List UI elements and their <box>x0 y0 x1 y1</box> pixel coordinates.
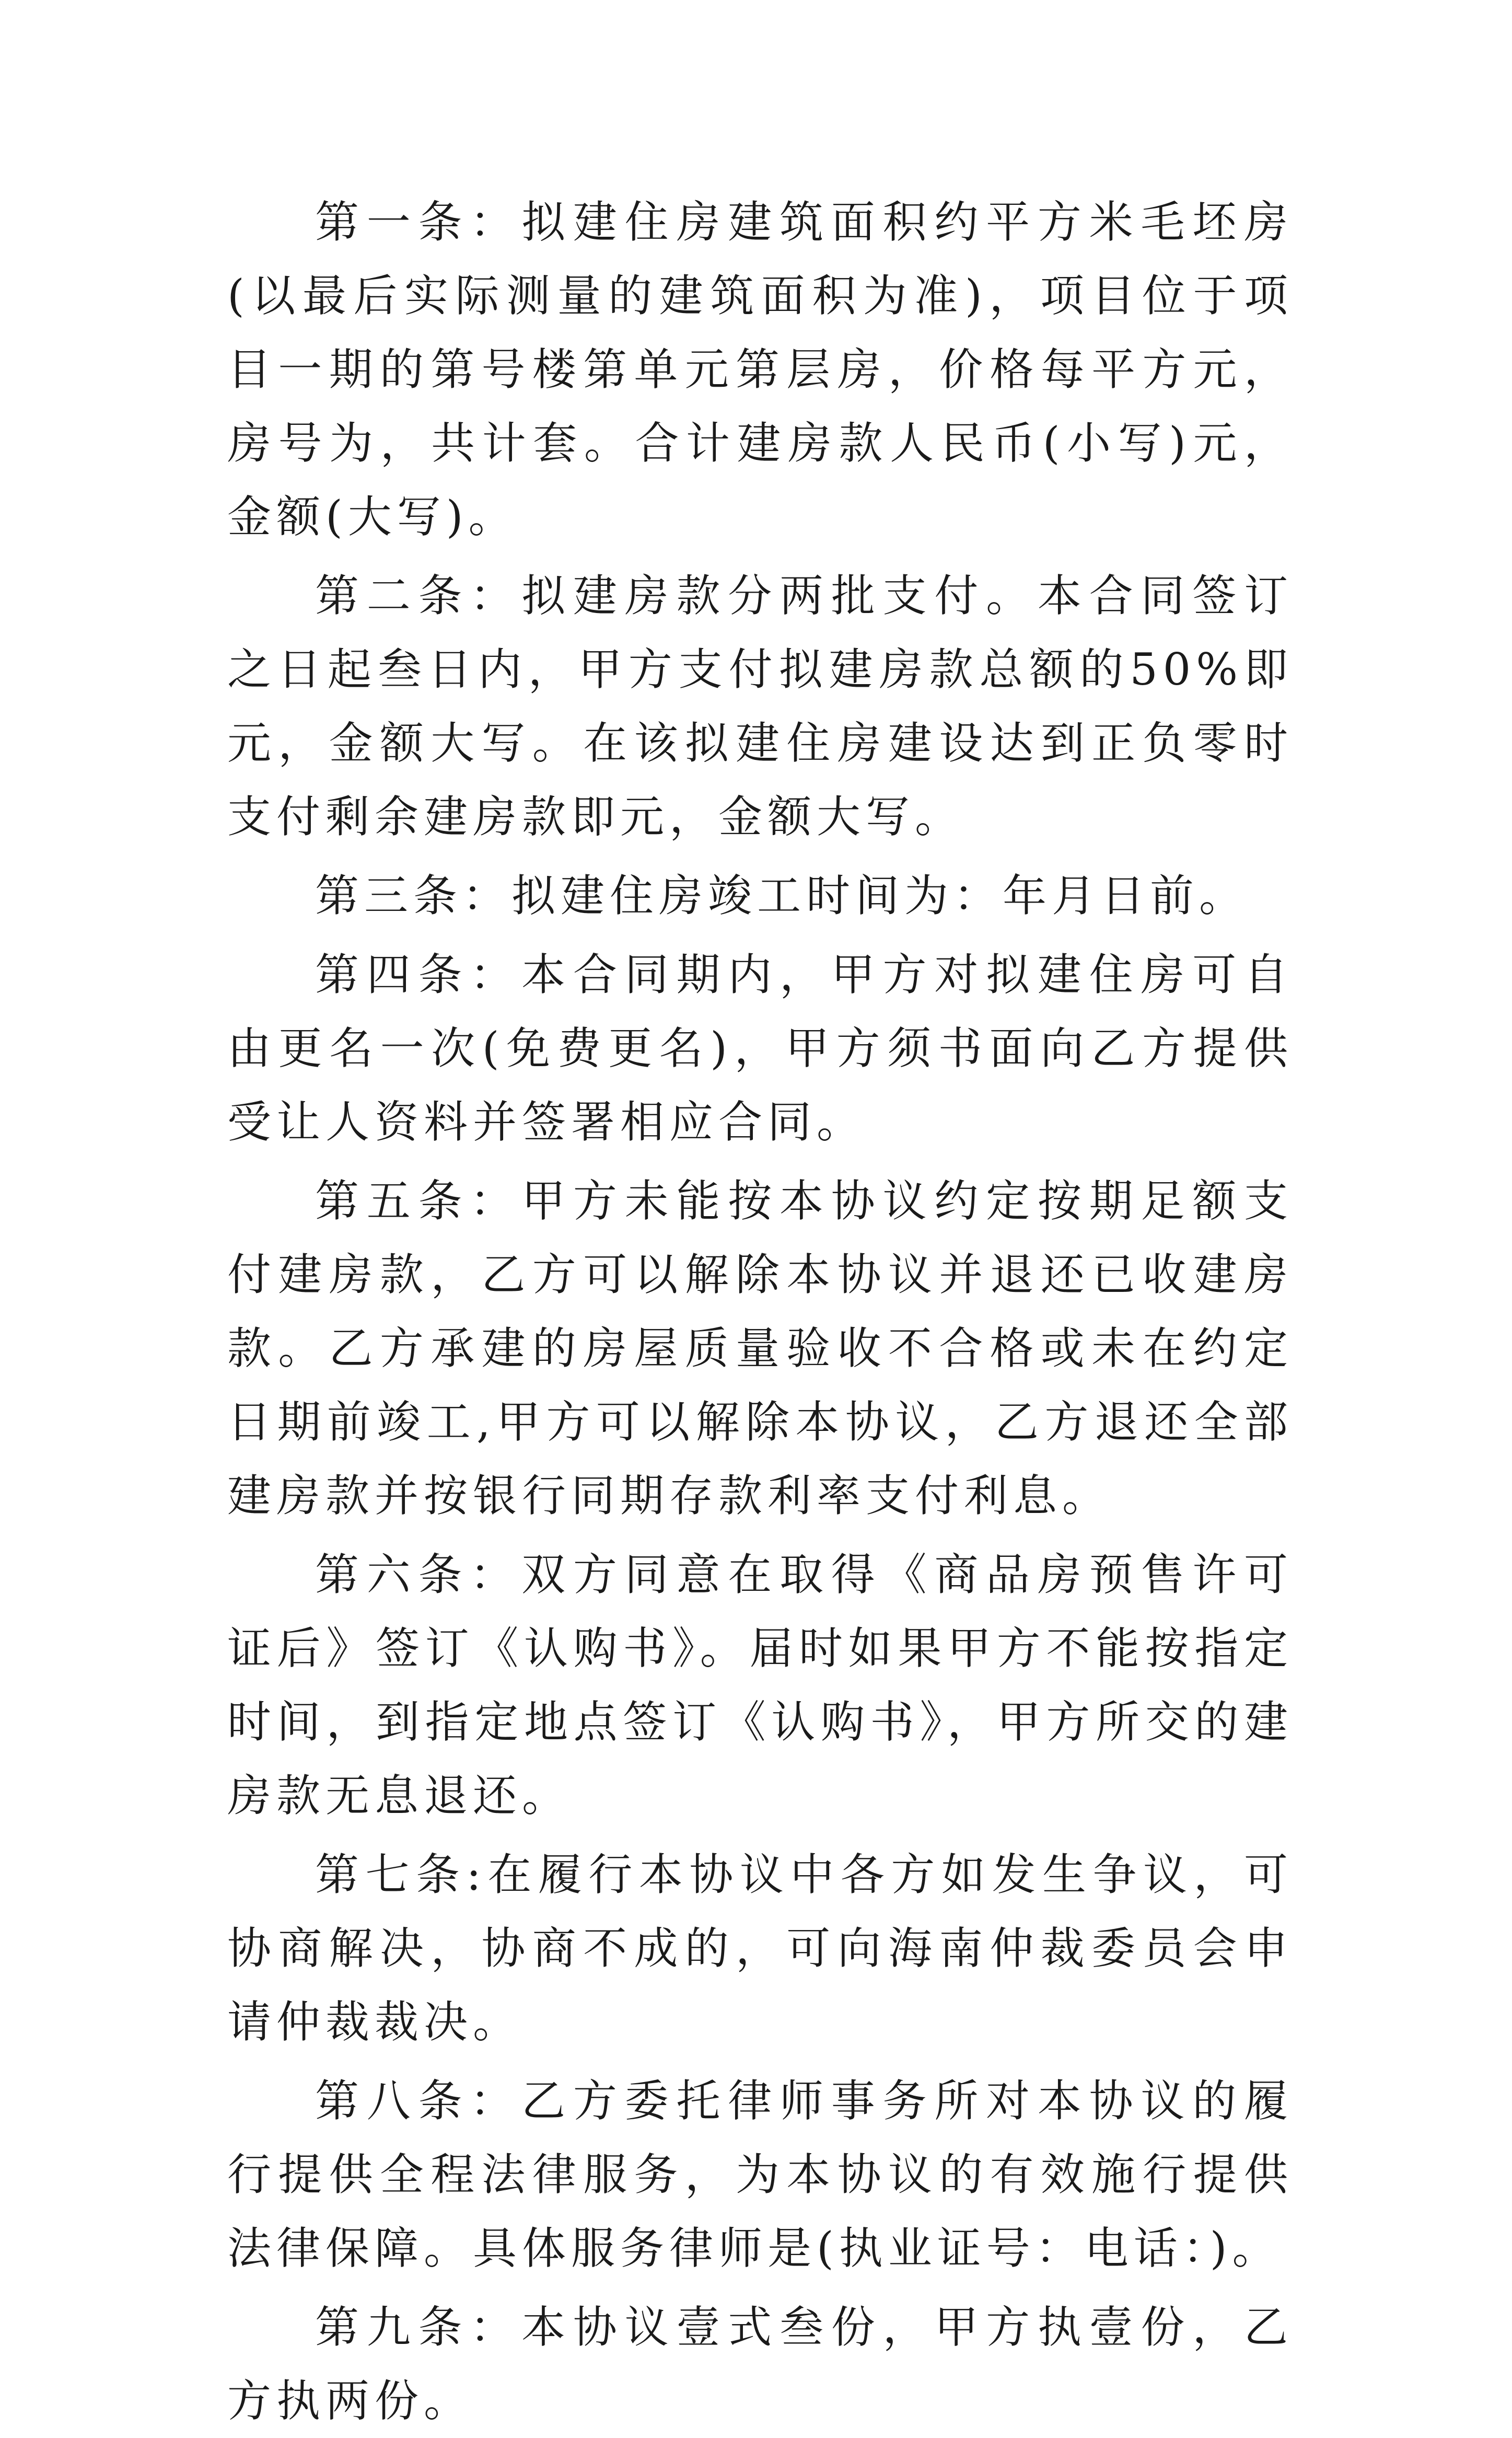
clause-1: 第一条：拟建住房建筑面积约平方米毛坯房(以最后实际测量的建筑面积为准)，项目位于项目一期的第号楼第单元第层房，价格每平方元，房号为，共计套。合计建房款人民币(小写)元，金额(大写)。 <box>227 197 1293 542</box>
clause-6: 第六条：双方同意在取得《商品房预售许可证后》签订《认购书》。届时如果甲方不能按指定时间，到指定地点签订《认购书》，甲方所交的建房款无息退还。 <box>227 1549 1293 1821</box>
clause-2: 第二条：拟建房款分两批支付。本合同签订之日起叁日内，甲方支付拟建房款总额的50%即元，金额大写。在该拟建住房建设达到正负零时支付剩余建房款即元，金额大写。 <box>227 570 1293 842</box>
document-body <box>227 186 1293 2438</box>
clause-4: 第四条：本合同期内，甲方对拟建住房可自由更名一次(免费更名)，甲方须书面向乙方提供受让人资料并签署相应合同。 <box>227 949 1293 1148</box>
clause-8: 第八条：乙方委托律师事务所对本协议的履行提供全程法律服务，为本协议的有效施行提供法律保障。具体服务律师是(执业证号：电话：)。 <box>227 2075 1293 2274</box>
clause-9: 第九条：本协议壹式叁份，甲方执壹份，乙方执两份。 <box>227 2302 1293 2427</box>
clause-5: 第五条：甲方未能按本协议约定按期足额支付建房款，乙方可以解除本协议并退还已收建房款。乙方承建的房屋质量验收不合格或未在约定日期前竣工,甲方可以解除本协议，乙方退还全部建房款并按银行同期存款利率支付利息。 <box>227 1175 1293 1521</box>
clause-7: 第七条:在履行本协议中各方如发生争议，可协商解决，协商不成的，可向海南仲裁委员会申请仲裁裁决。 <box>227 1849 1293 2048</box>
clause-3: 第三条：拟建住房竣工时间为：年月日前。 <box>315 870 1249 921</box>
